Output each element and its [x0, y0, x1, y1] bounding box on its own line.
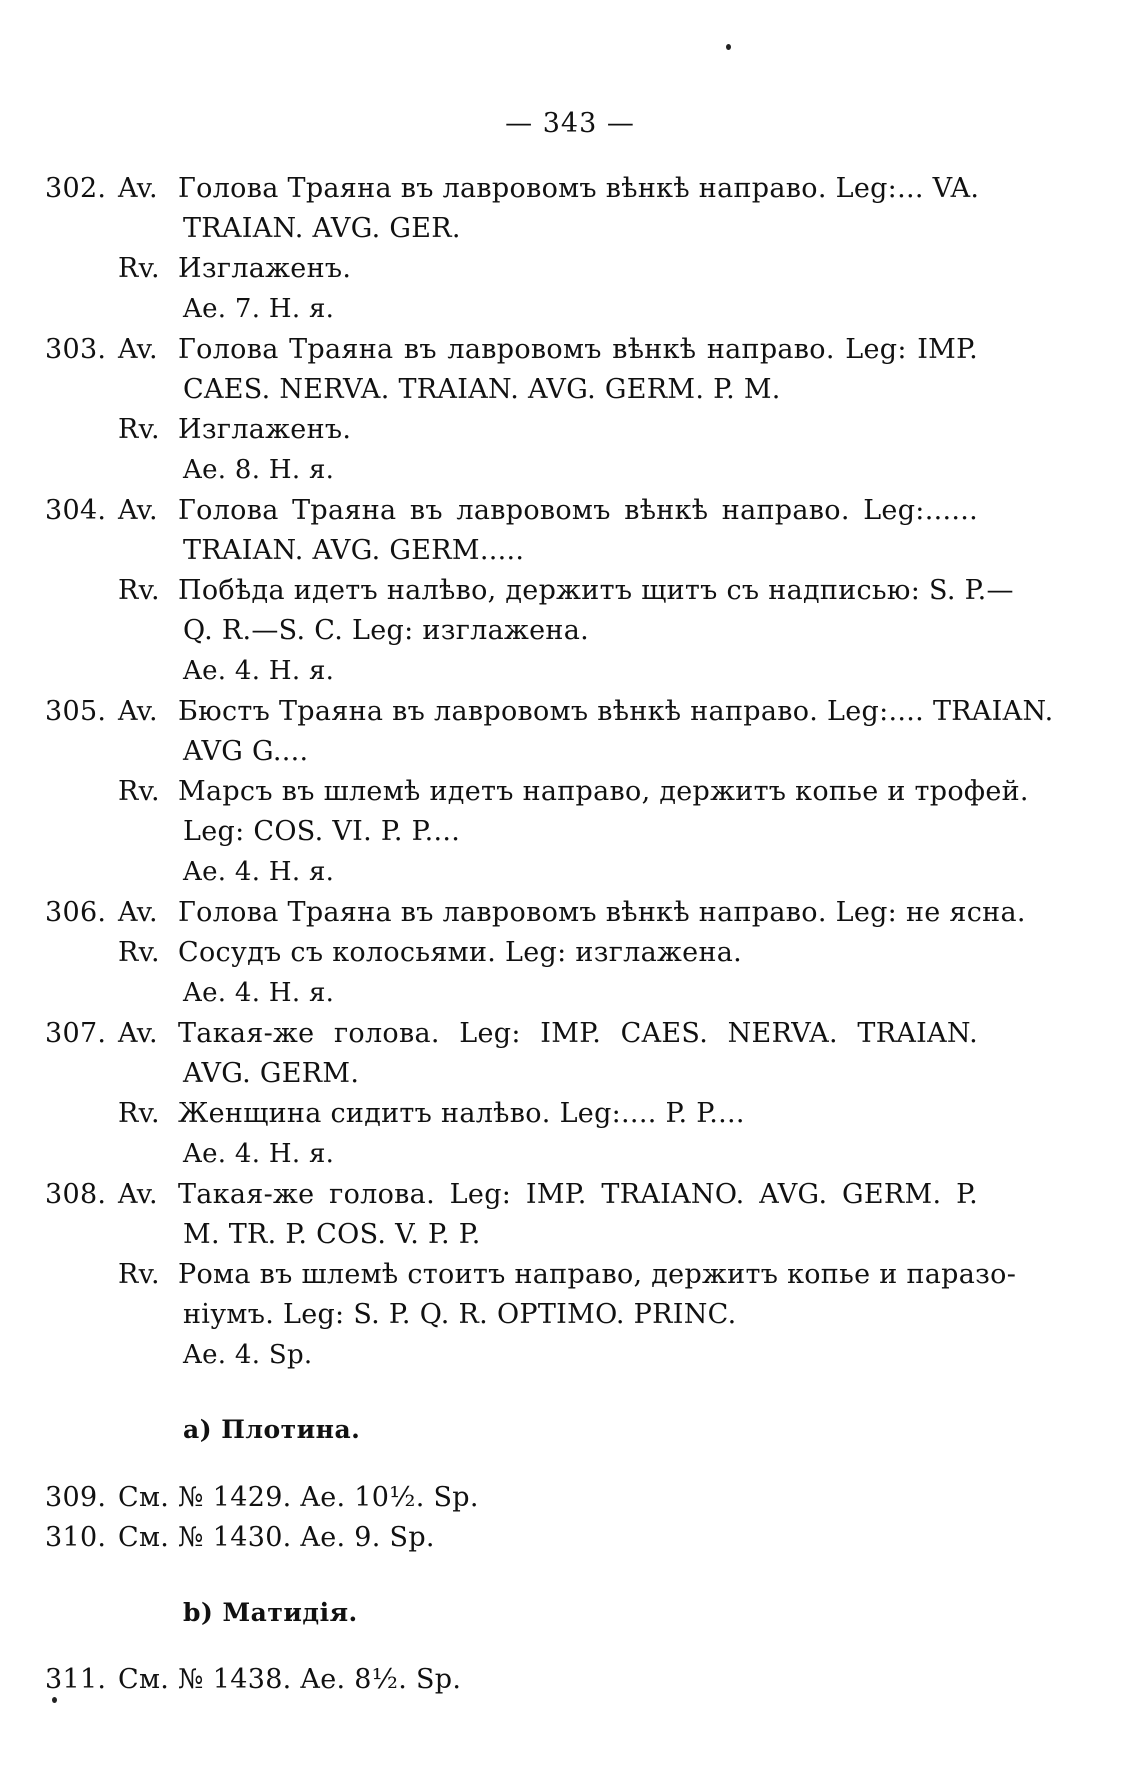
av-legend: M. TR. P. COS. V. P. P.: [183, 1219, 481, 1250]
rv-description: Сосудъ съ колосьями. Leg: изглажена.: [178, 937, 743, 968]
cross-reference: См. № 1438. Ae. 8½. Sp.: [118, 1664, 462, 1695]
metal-size-find: Ae. 4. Sp.: [183, 1340, 313, 1370]
rv-description: Изглаженъ.: [178, 414, 352, 445]
print-speck: [726, 44, 731, 50]
av-label: Av.: [118, 173, 158, 204]
metal-size-find: Ae. 4. H. я.: [183, 857, 335, 887]
page-number: — 343 —: [505, 108, 635, 139]
metal-size-find: Ae. 7. H. я.: [183, 294, 335, 324]
av-label: Av.: [118, 334, 158, 365]
av-description: Голова Траяна въ лавровомъ вѣнкѣ направо. Leg:... VA.: [178, 173, 980, 204]
av-legend: AVG G....: [183, 736, 309, 767]
metal-size-find: Ae. 4. H. я.: [183, 1139, 335, 1169]
rv-label: Rv.: [118, 1098, 160, 1129]
av-description: Голова Траяна въ лавровомъ вѣнкѣ направо. Leg:......: [178, 495, 978, 526]
section-heading-a: a) Плотина.: [183, 1415, 361, 1444]
av-description: Такая-же голова. Leg: IMP. CAES. NERVA. TRAIAN.: [178, 1018, 978, 1049]
metal-size-find: Ae. 4. H. я.: [183, 656, 335, 686]
av-legend: CAES. NERVA. TRAIAN. AVG. GERM. P. M.: [183, 374, 781, 405]
av-description: Такая-же голова. Leg: IMP. TRAIANO. AVG. GERM. P.: [178, 1179, 978, 1210]
cross-reference: См. № 1429. Ae. 10½. Sp.: [118, 1482, 479, 1513]
metal-size-find: Ae. 8. H. я.: [183, 455, 335, 485]
av-label: Av.: [118, 1179, 158, 1210]
rv-legend: Leg: COS. VI. P. P....: [183, 816, 461, 847]
rv-description: Изглаженъ.: [178, 253, 352, 284]
av-label: Av.: [118, 696, 158, 727]
rv-description: Женщина сидитъ налѣво. Leg:.... P. P....: [178, 1098, 745, 1129]
rv-label: Rv.: [118, 575, 160, 606]
rv-label: Rv.: [118, 414, 160, 445]
rv-legend: Q. R.—S. C. Leg: изглажена.: [183, 615, 590, 646]
av-legend: TRAIAN. AVG. GERM.....: [183, 535, 525, 566]
av-label: Av.: [118, 897, 158, 928]
av-description: Голова Траяна въ лавровомъ вѣнкѣ направо. Leg: IMP.: [178, 334, 978, 365]
av-legend: TRAIAN. AVG. GER.: [183, 213, 461, 244]
entry-number: 307.: [45, 1018, 107, 1049]
entry-number: 310.: [45, 1522, 107, 1553]
entry-number: 308.: [45, 1179, 107, 1210]
rv-label: Rv.: [118, 937, 160, 968]
entry-number: 309.: [45, 1482, 107, 1513]
rv-legend: ніумъ. Leg: S. P. Q. R. OPTIMO. PRINC.: [183, 1299, 737, 1330]
rv-description: Марсъ въ шлемѣ идетъ направо, держитъ копье и трофей.: [178, 776, 1029, 807]
av-label: Av.: [118, 1018, 158, 1049]
section-heading-b: b) Матидія.: [183, 1598, 358, 1627]
av-legend: AVG. GERM.: [183, 1058, 360, 1089]
rv-label: Rv.: [118, 253, 160, 284]
rv-description: Побѣда идетъ налѣво, держитъ щитъ съ надписью: S. P.—: [178, 575, 1014, 606]
entry-number: 302.: [45, 173, 107, 204]
entry-number: 311.: [45, 1664, 107, 1695]
av-label: Av.: [118, 495, 158, 526]
entry-number: 306.: [45, 897, 107, 928]
av-description: Голова Траяна въ лавровомъ вѣнкѣ направо. Leg: не ясна.: [178, 897, 1026, 928]
entry-number: 305.: [45, 696, 107, 727]
metal-size-find: Ae. 4. H. я.: [183, 978, 335, 1008]
print-speck: [52, 1697, 57, 1703]
rv-label: Rv.: [118, 1259, 160, 1290]
rv-label: Rv.: [118, 776, 160, 807]
cross-reference: См. № 1430. Ae. 9. Sp.: [118, 1522, 435, 1553]
entry-number: 303.: [45, 334, 107, 365]
av-description: Бюстъ Траяна въ лавровомъ вѣнкѣ направо. Leg:.... TRAIAN.: [178, 696, 1054, 727]
rv-description: Рома въ шлемѣ стоитъ направо, держитъ копье и паразо-: [178, 1259, 1017, 1290]
entry-number: 304.: [45, 495, 107, 526]
